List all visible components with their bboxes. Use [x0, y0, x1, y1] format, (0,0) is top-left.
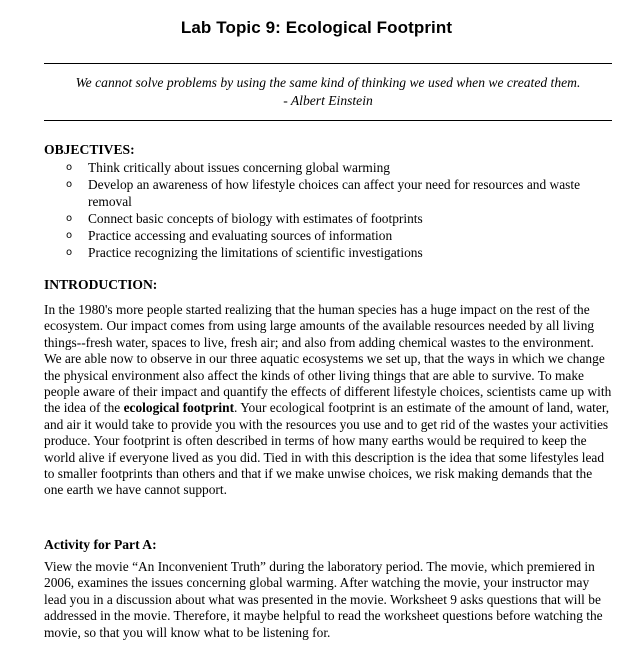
- objectives-heading: OBJECTIVES:: [44, 142, 135, 157]
- objective-item: [64, 244, 612, 261]
- introduction-text-end: . Your ecological footprint is an estimate of the amount of land, water, and air it would take to provide you with the resources you use and to get rid of the wastes your activities produce. Your footprint is often described in terms of how many earths would be required to keep the world alive if everyone lived as you did. Tied in with this description is the idea that some lifestyles lead to smaller footprints than others and that if we make unwise choices, we risk making demands that the one earth we have cannot support.: [44, 400, 610, 498]
- introduction-heading: INTRODUCTION:: [44, 277, 158, 292]
- ecological-footprint-term: ecological footprint: [123, 400, 235, 416]
- objective-text: Practice accessing and evaluating sources of information: [88, 228, 393, 243]
- objectives-list: [64, 159, 612, 261]
- circle-bullet-icon: o: [66, 247, 73, 258]
- objective-text: Think critically about issues concerning global warming: [88, 160, 390, 175]
- circle-bullet-icon: o: [66, 179, 73, 190]
- activity-heading: Activity for Part A:: [44, 537, 157, 552]
- objective-item: [64, 227, 612, 244]
- objective-text: Develop an awareness of how lifestyle choices can affect your need for resources and waste removal: [88, 177, 581, 209]
- objective-item: [64, 210, 612, 227]
- circle-bullet-icon: o: [66, 162, 73, 173]
- activity-paragraph: View the movie “An Inconvenient Truth” during the laboratory period. The movie, which premiered in 2006, examines the issues concerning global warming. After watching the movie, your instructor may lead you in a discussion about what was presented in the movie. Worksheet 9 asks questions that will be addressed in the movie. Therefore, it maybe helpful to read the worksheet questions before watching the movie, so that you will know what to be listening for.: [44, 559, 603, 640]
- quote-attribution: - Albert Einstein: [283, 93, 373, 108]
- introduction-text-start: In the 1980's more people started realizing that the human species has a huge impact on the rest of the ecosystem. Our impact comes from using large amounts of the available resources needed by all living things--fresh water, spaces to live, fresh air; and also from adding chemical wastes to the environment. We are able now to observe in our three aquatic ecosystems we set up, that the ways in which we change the physical environment also affect the kinds of other living things that are able to survive. To make people aware of their impact and quantify the effects of different lifestyle choices, scientists came up with the idea of the: [44, 302, 612, 416]
- bottom-divider: [44, 120, 612, 121]
- objective-item: [64, 159, 612, 176]
- circle-bullet-icon: o: [66, 213, 73, 224]
- epigraph-quote: [44, 74, 612, 110]
- page-title: Lab Topic 9: Ecological Footprint: [180, 18, 453, 37]
- objective-text: Practice recognizing the limitations of scientific investigations: [88, 245, 423, 260]
- objective-item: [64, 176, 612, 210]
- introduction-paragraph: [44, 302, 614, 499]
- objective-text: Connect basic concepts of biology with estimates of footprints: [88, 211, 423, 226]
- top-divider: [44, 63, 612, 64]
- circle-bullet-icon: o: [66, 230, 73, 241]
- quote-text: We cannot solve problems by using the same kind of thinking we used when we created them.: [75, 75, 581, 90]
